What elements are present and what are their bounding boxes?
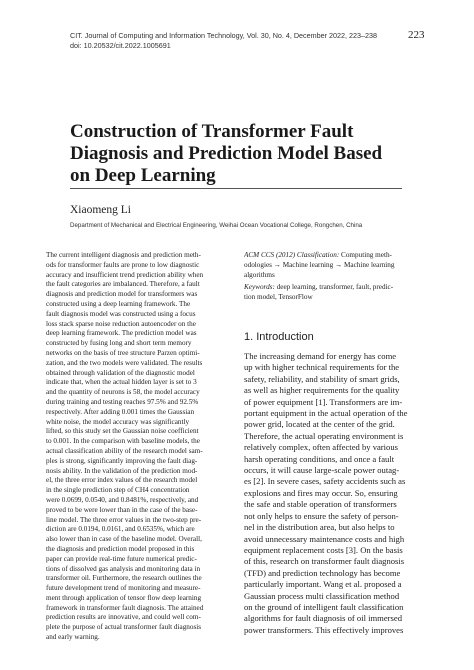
body-text-line: algorithms for fault diagnosis of oil immersed [244, 613, 403, 624]
acm-line [244, 251, 432, 261]
body-text-line: explosions and fires may occur. So, ensuring [244, 487, 398, 498]
abstract-line: to 0.001. In the comparison with baseline models, the [46, 437, 200, 446]
body-text-line: on the ground of intelligent fault classification [244, 601, 404, 612]
abstract-line: also lower than in case of the baseline model. Overall, [46, 535, 202, 544]
abstract-line: prediction results are innovative, and could well com- [46, 613, 201, 622]
introduction-text [244, 351, 432, 636]
author-affiliation: Department of Mechanical and Electrical Engineering, Weihai Ocean Vocational College, Rongchen, China [70, 222, 363, 229]
acm-line: algorithms [244, 270, 275, 279]
abstract-line: future development trend of monitoring and measure- [46, 584, 201, 593]
abstract-line: loss stack sparse noise reduction autoencoder on the [46, 319, 196, 328]
abstract-line: lifted, so this study set the Gaussian noise coefficient [46, 427, 199, 436]
abstract-line: ods for transformer faults are prone to low diagnostic [46, 260, 200, 269]
abstract-line: proved to be were lower than in the case of the base- [46, 505, 198, 514]
abstract-line: networks on the basis of tree structure Parzen optimi- [46, 348, 200, 357]
abstract-line: el, the three error index values of the research model [46, 476, 198, 485]
abstract-line: nosis ability. In the validation of the prediction mod- [46, 466, 198, 475]
acm-text: Computing meth- [339, 251, 392, 259]
body-text-line: The increasing demand for energy has come [244, 351, 397, 361]
abstract-line: in the single prediction step of CH4 concentration [46, 486, 190, 495]
body-text-line: occurs, it will cause large-scale power outag- [244, 465, 400, 476]
abstract-line: diction are 0.0194, 0.0161, and 0.6535%, which are [46, 525, 195, 534]
running-header [70, 31, 432, 51]
abstract-line: The current intelligent diagnosis and prediction meth- [46, 251, 201, 259]
abstract-line: constructed using a deep learning framework. The [46, 299, 191, 308]
body-text-line: Gaussian process multi classification method [244, 590, 400, 601]
body-text-line: power grid, located at the center of the grid. [244, 419, 395, 430]
journal-citation: CIT. Journal of Computing and Information Technology, Vol. 30, No. 4, December 2022, 223–238 [70, 31, 377, 40]
body-text-line: power transformers. This effectively improves [244, 624, 404, 635]
abstract-line: line model. The three error values in the two-step pre- [46, 515, 202, 524]
abstract-line: diagnosis and prediction model for transformers was [46, 290, 198, 299]
abstract-line: accuracy and insufficient trend prediction ability when [46, 270, 204, 279]
body-text-line: portant equipment in the actual operation of the [244, 408, 408, 419]
page-number: 223 [408, 29, 425, 41]
abstract-line: ples is strong, significantly improving the fault diag- [46, 456, 198, 465]
paper-title [70, 121, 420, 187]
abstract-line: white noise, the model accuracy was significantly [46, 417, 190, 426]
abstract-line: tions of dissolved gas analysis and monitoring data in [46, 564, 201, 573]
body-text-line: nel in the distribution area, but also helps to [244, 522, 395, 533]
author-name: Xiaomeng Li [70, 204, 131, 216]
abstract-line: framework in transformer fault diagnosis. The attained [46, 603, 204, 612]
body-text-line: Therefore, the actual operating environment is [244, 430, 404, 441]
body-text-line: harsh operating conditions, and once a fault [244, 453, 395, 464]
abstract-line: and early warning. [46, 633, 100, 642]
body-text-line: the safe and stable operation of transformers [244, 499, 397, 510]
keywords-line: tion model, TensorFlow [244, 292, 313, 301]
acm-label: ACM CCS (2012) Classification: [244, 251, 340, 259]
body-text-line: equipment replacement costs [3]. On the basis [244, 544, 403, 555]
abstract-line: plete the purpose of actual transformer fault diagnosis [46, 623, 202, 632]
abstract-line: were 0.0699, 0.0540, and 0.8481%, respectively, and [46, 495, 199, 504]
abstract-line: the diagnosis and prediction model proposed in this [46, 544, 195, 553]
abstract-line: respectively. After adding 0.001 times the Gaussian [46, 407, 195, 416]
body-text-line: not only helps to ensure the safety of person- [244, 510, 399, 521]
keywords-text: deep learning, transformer, fault, predic- [274, 283, 394, 291]
keywords [244, 283, 432, 303]
abstract-line: the fault categories are imbalanced. Therefore, a fault [46, 280, 200, 289]
abstract-line: actual classification ability of the research model sam- [46, 446, 203, 455]
body-text-line: safety, reliability, and stability of smart grids, [244, 373, 400, 384]
keywords-label: Keywords: [244, 283, 275, 291]
acm-classification [244, 251, 432, 280]
keywords-line [244, 283, 432, 293]
abstract-line: fault diagnosis model was constructed using a focus [46, 309, 196, 318]
body-text-line: as well as higher requirements for the quality [244, 385, 400, 396]
body-text-line: (TFD) and prediction technology has become [244, 567, 401, 578]
body-text-line: up with higher technical requirements for the [244, 362, 400, 373]
abstract-line: during training and testing reaches 97.5% and 92.5% [46, 397, 199, 406]
body-text-line: particularly important. Wang et al. proposed a [244, 579, 402, 590]
acm-line: odologies → Machine learning → Machine learning [244, 260, 395, 269]
abstract-line: and the quantity of neurons is 58, the model accuracy [46, 388, 200, 397]
body-text-line: of this, research on transformer fault diagnosis [244, 556, 405, 567]
abstract-line: constructed by fusing long and short term memory [46, 339, 192, 348]
abstract-line: obtained through validation of the diagnostic model [46, 368, 195, 377]
abstract-line: deep learning framework. The prediction model was [46, 329, 197, 338]
abstract-line: ment through application of tensor flow deep learning [46, 593, 202, 602]
title-rule [70, 188, 402, 189]
body-text-line: of power equipment [1]. Transformers are im- [244, 396, 403, 407]
abstract-line: transformer oil. Furthermore, the research outlines the [46, 574, 202, 583]
doi: doi: 10.20532/cit.2022.1005691 [70, 41, 171, 50]
abstract [46, 251, 233, 643]
abstract-line: indicate that, when the actual hidden layer is set to 3 [46, 378, 197, 387]
title-line: on Deep Learning [70, 165, 216, 186]
section-heading: 1. Introduction [244, 331, 314, 343]
title-line: Diagnosis and Prediction Model Based [70, 143, 383, 164]
abstract-line: paper can provide real-time future numerical predic- [46, 554, 197, 563]
body-text-line: avoid unnecessary maintenance costs and high [244, 533, 405, 544]
body-text-line: relatively complex, often affected by various [244, 442, 398, 453]
title-line: Construction of Transformer Fault [70, 121, 354, 142]
abstract-line: zation, and the two models were validated. The results [46, 358, 203, 367]
body-text-line: es [2]. In severe cases, safety accidents such as [244, 476, 406, 487]
